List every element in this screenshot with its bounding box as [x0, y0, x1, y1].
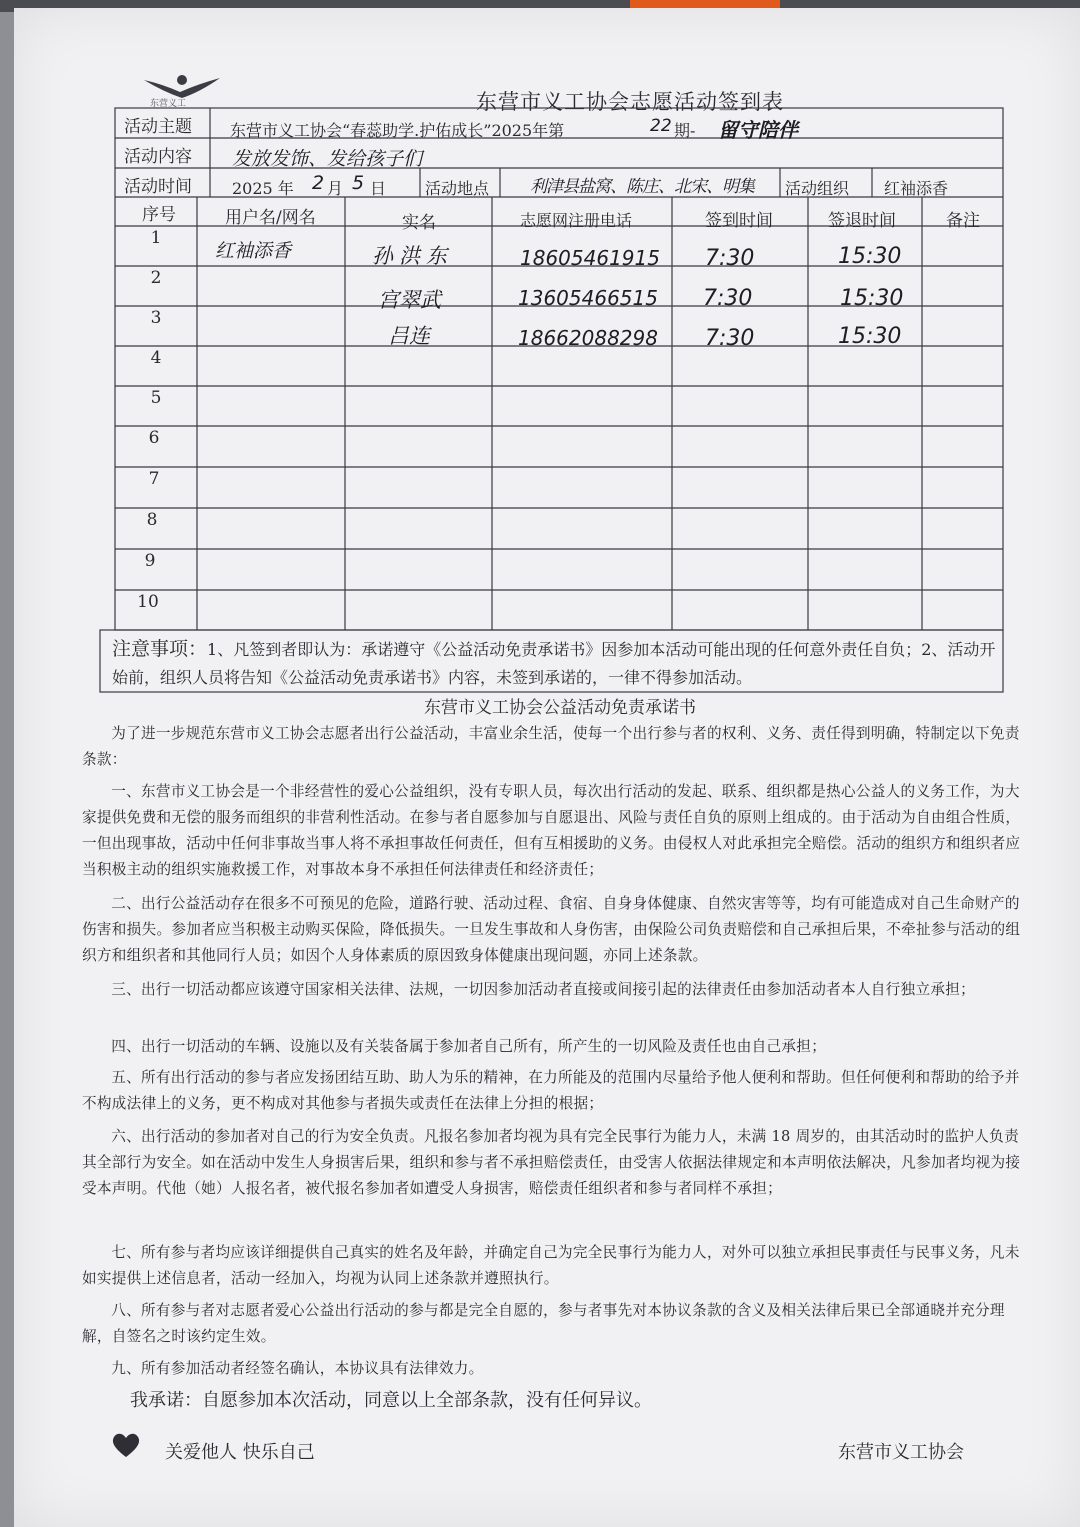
- row3-out: 15:30: [838, 324, 902, 349]
- theme-handwriting: 留守陪伴: [718, 118, 798, 142]
- row1-name: 孙洪东: [372, 244, 453, 268]
- time-day-unit: 日: [370, 179, 387, 198]
- row-number: 3: [150, 308, 162, 328]
- time-label: 活动时间: [124, 177, 192, 197]
- row-number: 1: [150, 228, 162, 248]
- time-month-unit: 月: [327, 179, 344, 198]
- location-handwriting: 利津县盐窝、陈庄、北宋、明集: [530, 177, 754, 197]
- theme-label: 活动主题: [124, 117, 192, 137]
- location-label: 活动地点: [425, 179, 490, 198]
- col-header-in: 签到时间: [705, 211, 773, 231]
- row-number: 10: [137, 592, 159, 612]
- row1-phone: 18605461915: [520, 246, 660, 270]
- row-number: 8: [146, 510, 158, 530]
- row-number: 7: [148, 469, 160, 489]
- row1-user: 红袖添香: [215, 240, 292, 262]
- time-month: 2: [312, 172, 325, 194]
- row2-in: 7:30: [703, 286, 753, 311]
- org-label: 活动组织: [785, 179, 850, 198]
- row2-out: 15:30: [840, 286, 904, 311]
- notice-body: 1、凡签到者即认为：承诺遵守《公益活动免责承诺书》因参加本活动可能出现的任何意外责任自负；2、活动开始前，组织人员将告知《公益活动免责承诺书》内容，未签到承诺的，一律不得参加活动。: [112, 640, 996, 687]
- disclaimer-paragraph: 九、所有参加活动者经签名确认，本协议具有法律效力。: [111, 1360, 484, 1377]
- disclaimer-paragraph: 三、出行一切活动都应该遵守国家相关法律、法规，一切因参加活动者直接或间接引起的法律责任由参加活动者本人自行独立承担；: [111, 981, 976, 998]
- row-number: 2: [150, 268, 162, 288]
- row3-phone: 18662088298: [518, 326, 658, 350]
- theme-suffix: 期-: [674, 121, 696, 140]
- row2-name: 宫翠武: [378, 288, 441, 312]
- row1-in: 7:30: [705, 246, 755, 271]
- disclaimer-paragraph: 二、出行公益活动存在很多不可预见的危险，道路行驶、活动过程、食宿、自身身体健康、自然灾害等等，均有可能造成对自己生命财产的伤害和损失。参加者应当积极主动购买保险，降低损失。一旦发生事故和人身伤害，由保险公司负责赔偿和自己承担后果，不牵扯参与活动的组织方和组织者和其他同行人员；如因个人身体素质的原因致身体健康出现问题，亦同上述条款。: [82, 895, 1021, 964]
- row1-out: 15:30: [838, 244, 902, 269]
- org-value: 红袖添香: [884, 179, 949, 198]
- row-number: 4: [150, 348, 162, 368]
- col-header-out: 签退时间: [828, 211, 896, 231]
- content-label: 活动内容: [124, 147, 192, 167]
- disclaimer-paragraph: 六、出行活动的参加者对自己的行为安全负责。凡报名参加者均视为具有完全民事行为能力人，未满 18 周岁的，由其活动时的监护人负责其全部行为安全。如在活动中发生人身损害后果，组织和参与者不承担赔偿责任，由受害人依据法律规定和本声明依法解决，凡参加者均视为接受本声明。代他（她）人报名者，被代报名参加者如遭受人身损害，赔偿责任组织者和参与者同样不承担；: [82, 1128, 1021, 1197]
- disclaimer-paragraph: 五、所有出行活动的参与者应发扬团结互助、助人为乐的精神，在力所能及的范围内尽量给予他人便利和帮助。但任何便利和帮助的给予并不构成法律上的义务，更不构成对其他参与者损失或责任在法律上分担的根据；: [82, 1069, 1020, 1112]
- disclaimer-paragraph: 一、东营市义工协会是一个非经营性的爱心公益组织，没有专职人员，每次出行活动的发起、联系、组织都是热心公益人的义务工作，为大家提供免费和无偿的服务而组织的非营利性活动。在参与者自愿参加与自愿退出、风险与责任自负的原则上组成的。由于活动为自由组合性质，一但出现事故，活动中任何非事故当事人将不承担事故任何责任，但有互相援助的义务。由侵权人对此承担完全赔偿。活动的组织方和组织者应当积极主动的组织实施救援工作，对事故本身不承担任何法律责任和经济责任；: [82, 783, 1021, 878]
- content-handwriting: 发放发饰、发给孩子们: [232, 148, 423, 170]
- row-number: 5: [150, 388, 162, 408]
- col-header-note: 备注: [946, 211, 980, 231]
- row-number: 6: [148, 428, 160, 448]
- page-title: 东营市义工协会志愿活动签到表: [476, 90, 784, 114]
- col-header-user: 用户名/网名: [225, 208, 316, 228]
- footer-org: 东营市义工协会: [838, 1442, 964, 1463]
- row2-phone: 13605466515: [518, 286, 658, 310]
- row-number: 9: [144, 551, 156, 571]
- footer-slogan: 关爱他人 快乐自己: [165, 1442, 315, 1463]
- disclaimer-paragraph: 七、所有参与者均应该详细提供自己真实的姓名及年龄，并确定自己为完全民事行为能力人，对外可以独立承担民事责任与民事义务，凡未如实提供上述信息者，活动一经加入，均视为认同上述条款并遵照执行。: [82, 1244, 1020, 1287]
- disclaimer-paragraph: 为了进一步规范东营市义工协会志愿者出行公益活动，丰富业余生活，使每一个出行参与者的权利、义务、责任得到明确，特制定以下免责条款：: [82, 725, 1020, 768]
- disclaimer-paragraph: 四、出行一切活动的车辆、设施以及有关装备属于参加者自己所有，所产生的一切风险及责任也由自己承担；: [111, 1038, 827, 1055]
- notice-lead: 注意事项：: [112, 638, 208, 660]
- col-header-phone: 志愿网注册电话: [520, 211, 633, 230]
- notice-text: [112, 635, 1002, 692]
- disclaimer-title: 东营市义工协会公益活动免责承诺书: [424, 698, 696, 718]
- row3-in: 7:30: [705, 326, 755, 351]
- time-day: 5: [352, 172, 365, 194]
- logo-text: 东营义工: [150, 99, 187, 109]
- theme-value: 东营市义工协会“春蕊助学.护佑成长”2025年第: [230, 121, 565, 140]
- col-header-name: 实名: [402, 213, 436, 233]
- pledge-text: 我承诺：自愿参加本次活动，同意以上全部条款，没有任何异议。: [130, 1390, 652, 1411]
- heart-logo-icon: [110, 1430, 142, 1460]
- row3-name: 吕连: [388, 324, 430, 348]
- col-header-no: 序号: [142, 205, 176, 225]
- time-year: 2025 年: [232, 179, 294, 198]
- disclaimer-paragraph: 八、所有参与者对志愿者爱心公益出行活动的参与都是完全自愿的，参与者事先对本协议条款的含义及相关法律后果已全部通晓并充分理解，自签名之时该约定生效。: [82, 1302, 1005, 1345]
- theme-issue: 22: [650, 116, 672, 136]
